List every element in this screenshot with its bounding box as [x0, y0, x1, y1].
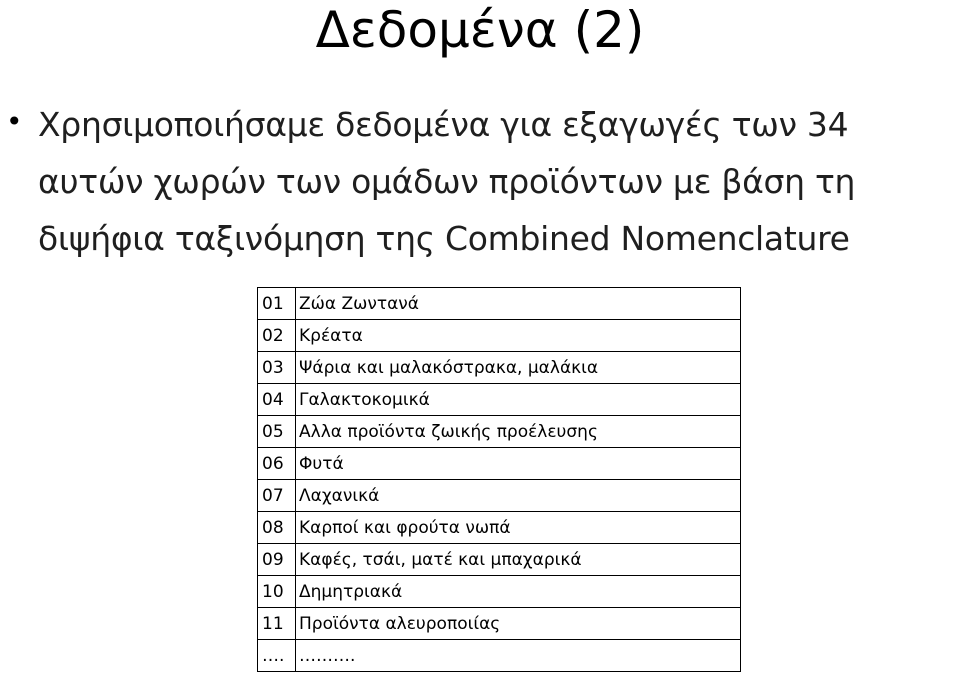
product-code-cell: 09: [258, 544, 296, 576]
product-code-cell: 10: [258, 576, 296, 608]
bullet-dot-icon: •: [6, 105, 23, 138]
product-description-cell: Ζώα Ζωντανά: [296, 288, 741, 320]
table-row: [258, 640, 741, 672]
table-row: [258, 288, 741, 320]
product-code-cell: 02: [258, 320, 296, 352]
product-description-cell: Δημητριακά: [296, 576, 741, 608]
table-row: [258, 608, 741, 640]
product-code-cell: 03: [258, 352, 296, 384]
product-description-cell: Καρποί και φρούτα νωπά: [296, 512, 741, 544]
slide-title: Δεδομένα (2): [315, 1, 645, 59]
bullet-item: [6, 96, 956, 267]
table-body: [258, 288, 741, 672]
product-code-cell: 08: [258, 512, 296, 544]
nomenclature-table: [257, 287, 741, 672]
product-code-cell: ….: [258, 640, 296, 672]
product-description-cell: Φυτά: [296, 448, 741, 480]
product-code-cell: 05: [258, 416, 296, 448]
table-row: [258, 416, 741, 448]
product-description-cell: Λαχανικά: [296, 480, 741, 512]
table-row: [258, 384, 741, 416]
table-row: [258, 352, 741, 384]
table-row: [258, 544, 741, 576]
product-description-cell: Προϊόντα αλευροποιίας: [296, 608, 741, 640]
product-description-cell: ……….: [296, 640, 741, 672]
table-row: [258, 512, 741, 544]
table-row: [258, 576, 741, 608]
product-description-cell: Καφές, τσάι, ματέ και μπαχαρικά: [296, 544, 741, 576]
product-description-cell: Κρέατα: [296, 320, 741, 352]
table-row: [258, 480, 741, 512]
bullet-text: Χρησιμοποιήσαμε δεδομένα για εξαγωγές των 34 αυτών χωρών των ομάδων προϊόντων με βάση τη διψήφια ταξινόμηση της Combined Nomenclature: [38, 105, 856, 258]
product-description-cell: Γαλακτοκομικά: [296, 384, 741, 416]
product-description-cell: Ψάρια και μαλακόστρακα, μαλάκια: [296, 352, 741, 384]
product-code-cell: 01: [258, 288, 296, 320]
product-description-cell: Αλλα προϊόντα ζωικής προέλευσης: [296, 416, 741, 448]
product-code-cell: 07: [258, 480, 296, 512]
table-row: [258, 320, 741, 352]
product-code-cell: 04: [258, 384, 296, 416]
table-row: [258, 448, 741, 480]
product-code-cell: 11: [258, 608, 296, 640]
product-code-cell: 06: [258, 448, 296, 480]
